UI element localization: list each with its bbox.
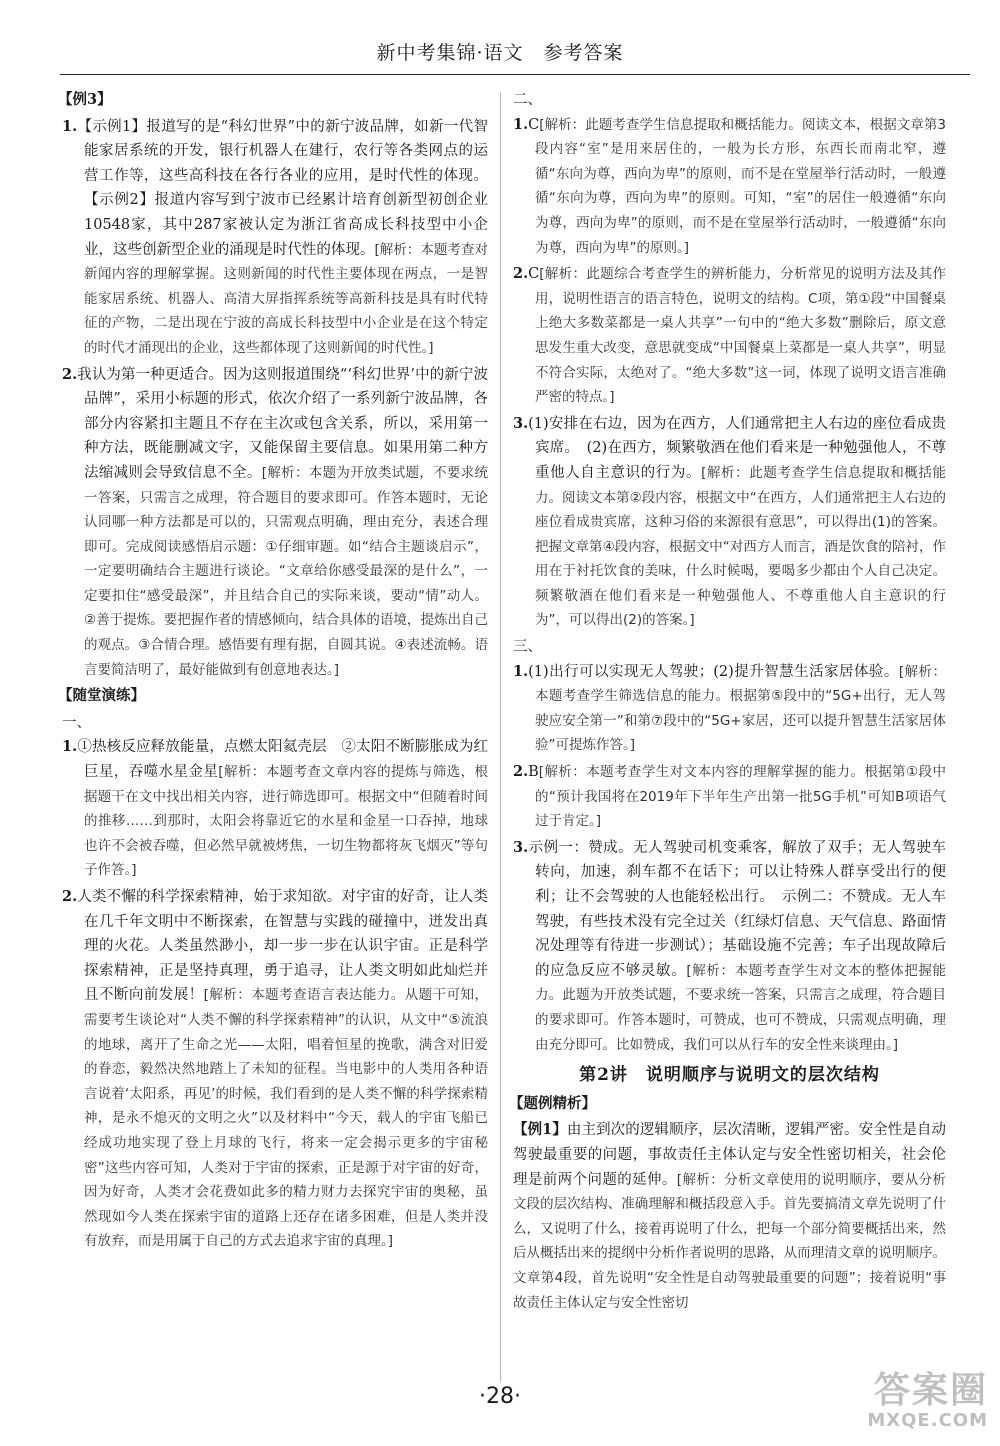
item-number: 2.	[62, 365, 78, 383]
column-divider	[500, 92, 501, 1382]
analysis-text: [解析：本题考查学生筛选信息的能力。根据第⑤段中的“5G+出行，无人驾驶应安全第一”和第⑦段中的“5G+家居，还可以提升智慧生活家居体验”可提炼作答。]	[535, 663, 946, 754]
section-marker-2: 二、	[513, 92, 542, 108]
answer-item-2	[62, 363, 488, 683]
section-marker-1: 一、	[62, 714, 91, 731]
section-marker-3: 三、	[513, 639, 542, 656]
answer-item-s2	[513, 760, 946, 834]
analysis-text: [解析：本题为开放类试题，不要求统一答案，只需言之成理，符合题目的要求即可。作答本题时，无论认同哪一种方法都是可以的，只需观点明确，理由充分，表述合理即可。完成阅读感悟启示题：①仔细审题。如“结合主题谈启示”，一定要明确结合主题进行谈论。“文章给你感受最深的是什么”，一定要扣住“感受最深”，并且结合自己的实际来谈，要动“情”动人。②善于提炼。要把握作者的情感倾向，结合具体的语境，提炼出自己的观点。③合情合理。感悟要有理有据，自圆其说。④表述流畅。语言要简洁明了，最好能做到有创意地表达。]	[84, 464, 488, 678]
answer-text: (1)安排在右边，因为在西方，人们通常把主人右边的座位看成贵宾席。 (2)在西方，频繁敬酒在他们看来是一种勉强他人，不尊重他人自主意识的行为。	[528, 415, 946, 481]
answer-text: ①热核反应释放能量，点燃太阳氦壳层 ②太阳不断膨胀成为红巨星，吞噬水星金星	[77, 739, 488, 781]
item-number: 1.	[62, 117, 78, 135]
item-number: 1.	[513, 115, 529, 133]
answer-text: (1)出行可以实现无人驾驶；(2)提升智慧生活家居体验。	[528, 663, 899, 680]
practice-item-1	[62, 735, 488, 883]
answer-text: C	[528, 116, 540, 133]
item-number: 1.	[62, 738, 78, 756]
answer-text: 人类不懈的科学探索精神，始于求知欲。对宇宙的好奇，让人类在几千年文明中不断探索，在智慧与实践的碰撞中，迸发出真理的火花。人类虽然渺小，却一步一步在认识宇宙。正是科学探索精神，正是坚持真理，勇于追寻，让人类文明如此灿烂并且不断向前发展！	[77, 889, 488, 1004]
header-rule	[60, 74, 970, 75]
answer-text: 【示例1】报道写的是“科幻世界”中的新宁波品牌，如新一代智能家居系统的开发，银行机器人在建行，农行等各类网点的运营工作等，这些高科技在各行各业的应用，是时代性的体现。【示例2】报道内容写到宁波市已经累计培育创新型初创企业10548家，其中287家被认定为浙江省高成长科技型中小企业，这些创新型企业的涌现是时代性的体现。	[77, 118, 488, 258]
practice-item-2	[62, 885, 488, 1254]
example-1	[513, 1118, 946, 1315]
analysis-text: [解析：本题考查文章内容的提炼与筛选，根据题干在文中找出相关内容，进行筛选即可。根据文中“但随着时间的推移……到那时，太阳会将靠近它的水星和金星一口吞掉，地球也许不会被吞噬，但必然早就被烤焦，一切生物都将灰飞烟灭”等句子作答。]	[84, 764, 488, 879]
page-number: ·28·	[479, 1384, 521, 1409]
item-number: 3.	[513, 414, 529, 432]
watermark-bottom-text: MXQE.COM	[867, 1410, 988, 1431]
answer-item-s1	[513, 660, 946, 758]
page-header	[0, 0, 1000, 80]
answer-text: C	[528, 266, 540, 283]
right-column	[509, 88, 946, 1317]
item-number: 2.	[513, 265, 529, 283]
answer-item-r2	[513, 262, 946, 410]
answer-item-1	[62, 115, 488, 361]
answer-item-r3	[513, 412, 946, 633]
answer-text: 由主到次的逻辑顺序，层次清晰，逻辑严密。安全性是自动驾驶最重要的问题，事故责任主体认定与安全性密切相关，社会伦理是前两个问题的延伸。	[513, 1122, 946, 1188]
item-number: 3.	[513, 838, 529, 856]
analysis-text: [解析：此题综合考查学生的辨析能力，分析常见的说明方法及其作用，说明性语言的语言特色，说明文的结构。C项，第①段“中国餐桌上绝大多数菜都是一桌人共享”一句中的“绝大多数”删除后，原文意思发生重大改变，意思就变成“中国餐桌上菜都是一桌人共享”，明显不符合实际，太绝对了。“绝大多数”这一词，体现了说明文语言准确严密的特点。]	[535, 266, 946, 406]
answer-item-r1	[513, 113, 946, 261]
analysis-text: [解析：分析文章使用的说明顺序，要从分析文段的层次结构、准确理解和概括段意入手。首先要搞清文章先说明了什么，又说明了什么，接着再说明了什么，把每一个部分简要概括出来，然后从概括出来的提纲中分析作者说明的思路，从而理清文章的说明顺序。文章第4段，首先说明“安全性是自动驾驶最重要的问题”；接着说明“事故责任主体认定与安全性密切	[513, 1171, 946, 1311]
exam-heading: 【题例精析】	[509, 1094, 596, 1112]
example3-heading: 【例3】	[58, 91, 112, 108]
left-column	[58, 88, 488, 1256]
practice-heading: 【随堂演练】	[58, 687, 145, 705]
lecture-title: 第2讲 说明顺序与说明文的层次结构	[579, 1065, 880, 1086]
item-number: 2.	[513, 763, 529, 781]
item-number: 1.	[513, 662, 529, 680]
answer-text: 我认为第一种更适合。因为这则报道围绕“‘科幻世界’中的新宁波品牌”，采用小标题的形式，依次介绍了一系列新宁波品牌，各部分内容紧扣主题且不存在主次或包含关系，所以，采用第一种方法，既能删减文字，又能保留主要信息。如果用第二种方法缩减则会导致信息不全。	[77, 366, 488, 481]
watermark-top-text: 答案圈	[873, 1370, 988, 1411]
answer-text: B	[528, 764, 539, 781]
analysis-text: [解析：本题考查对新闻内容的理解掌握。这则新闻的时代性主要体现在两点，一是智能家居系统、机器人、高清大屏指挥系统等高新科技是具有时代特征的产物，二是出现在宁波的高成长科技型中小企业是在这个特定的时代才涌现出的企业，这些都体现了这则新闻的时代性。]	[84, 241, 488, 356]
analysis-text: [解析：此题考查学生信息提取和概括能力。阅读文本第②段内容，根据文中“在西方，人们通常把主人右边的座位看成贵宾席，这种习俗的来源很有意思”，可以得出(1)的答案。把握文章第④段内容，根据文中“对西方人而言，酒是饮食的陪衬，作用在于衬托饮食的美味，什么时候喝，要喝多少都由个人自己决定。频繁敬酒在他们看来是一种勉强他人、不尊重他人自主意识的行为”，可以得出(2)的答案。]	[535, 464, 946, 629]
answer-item-s3	[513, 836, 946, 1057]
watermark-logo	[798, 1372, 988, 1438]
analysis-text: [解析：本题考查学生对文本的整体把握能力。此题为开放类试题，不要求统一答案，只需言之成理，符合题目的要求即可。作答本题时，可赞成，也可不赞成，只需观点明确，理由充分即可。比如赞成，我们可以从行车的安全性来谈理由。]	[535, 962, 946, 1053]
answer-text: 示例一：赞成。无人驾驶司机变乘客，解放了双手；无人驾驶车转向，加速，刹车都不在话下；可以让特殊人群享受出行的便利；让不会驾驶的人也能轻松出行。 示例二：不赞成。无人车驾驶，有些技术没有完全过关（红绿灯信息、天气信息、路面情况处理等有待进一步测试）；基础设施不完善；车子出现故障后的应急反应不够灵敏。	[528, 839, 946, 979]
analysis-text: [解析：本题考查语言表达能力。从题干可知，需要考生谈论对“人类不懈的科学探索精神”的认识，从文中“⑤流浪的地球，离开了生命之光——太阳，唱着恒星的挽歌，满含对旧爱的眷恋，毅然决然地踏上了未知的征程。当电影中的人类用各种语言说着‘太阳系，再见’的时候，我们看到的是人类不懈的科学探索精神，是永不熄灭的文明之火”以及材料中“今天，载人的宇宙飞船已经成功地实现了登上月球的飞行，将来一定会揭示更多的宇宙秘密”这些内容可知，人类对于宇宙的探索，正是源于对宇宙的好奇，因为好奇，人类才会花费如此多的精力财力去探究宇宙的奥秘，虽然现如今人类在探索宇宙的道路上还存在诸多困难，但是人类并没有放弃，而是用属于自己的方式去追求宇宙的真理。]	[84, 987, 488, 1250]
analysis-text: [解析：本题考查学生对文本内容的理解掌握的能力。根据第①段中的“预计我国将在2019年下半年生产出第一批5G手机”可知B项语气过于肯定。]	[535, 764, 946, 830]
example-label: 【例1】	[513, 1121, 567, 1139]
item-number: 2.	[62, 888, 78, 905]
header-title: 新中考集锦·语文 参考答案	[376, 42, 624, 64]
analysis-text: [解析：此题考查学生信息提取和概括能力。阅读文本，根据文章第3段内容“室”是用来居住的，一般为长方形，东西长而南北窄，遵循“东向为尊，西向为卑”的原则，而不是在堂屋举行活动时，一般遵循“东向为尊，西向为卑”的原则。可知，“室”的居住一般遵循“东向为尊，西向为卑”的原则，而不是在堂屋举行活动时，一般遵循“东向为尊，西向为卑”的原则。]	[535, 116, 946, 256]
